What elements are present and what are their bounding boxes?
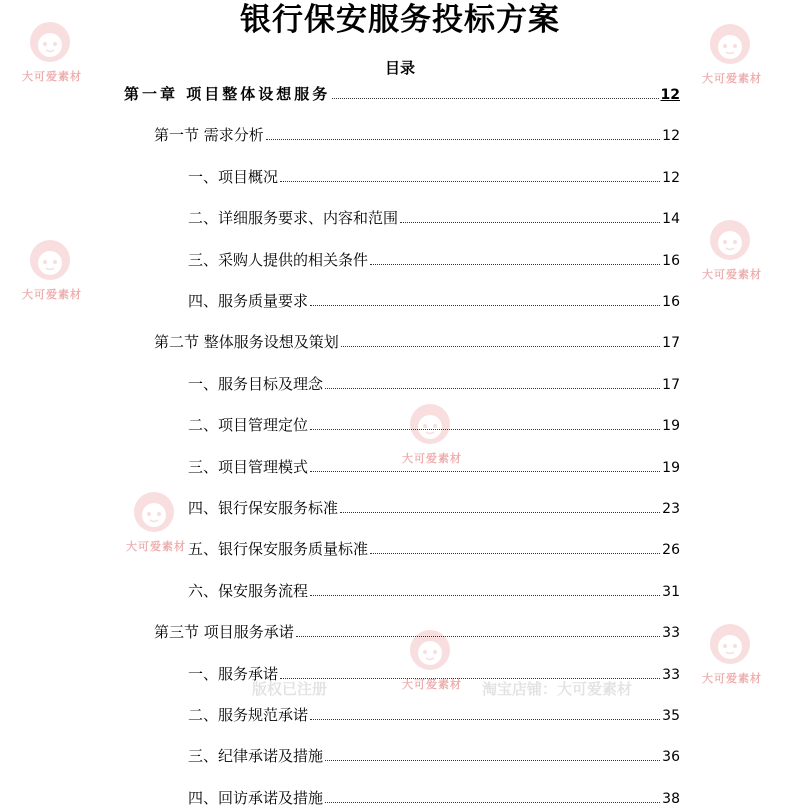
toc-subsection-entry — [188, 581, 680, 602]
toc-page-number: 33 — [662, 625, 680, 642]
toc-entry-title: 三、采购人提供的相关条件 — [188, 250, 369, 269]
toc-dot-leader — [325, 374, 660, 389]
toc-dot-leader — [280, 167, 660, 182]
toc-entry-title: 五、银行保安服务质量标准 — [188, 540, 369, 559]
toc-dot-leader — [341, 332, 660, 347]
toc-entry-title: 二、服务规范承诺 — [188, 706, 309, 724]
toc-page-number: 12 — [660, 87, 680, 103]
toc-entry-title: 三、纪律承诺及措施 — [188, 747, 324, 766]
toc-dot-leader — [280, 664, 660, 679]
toc-subsection-entry — [188, 788, 680, 809]
toc-dot-leader — [332, 84, 658, 99]
toc-dot-leader — [266, 125, 660, 140]
toc-subsection-entry — [188, 374, 680, 395]
toc-dot-leader — [310, 581, 660, 596]
toc-page-number: 26 — [662, 542, 680, 559]
toc-entry-title: 第一节 需求分析 — [154, 126, 264, 145]
toc-dot-leader — [400, 208, 660, 223]
toc-page-number: 31 — [662, 583, 680, 600]
toc-subsection-entry — [188, 208, 680, 229]
toc-entry-title: 三、项目管理模式 — [188, 457, 309, 476]
toc-entry-title: 第三节 项目服务承诺 — [154, 623, 294, 642]
toc-dot-leader — [370, 250, 660, 265]
toc-entry-title: 二、项目管理定位 — [188, 416, 309, 435]
watermark-brand-text: 大可爱素材 — [22, 70, 82, 83]
toc-page-number: 19 — [662, 418, 680, 435]
toc-dot-leader — [310, 291, 660, 306]
toc-section-entry — [154, 622, 680, 643]
toc-dot-leader — [325, 746, 660, 761]
toc-subsection-entry — [188, 291, 680, 312]
toc-entry-title: 一、服务目标及理念 — [188, 374, 324, 393]
toc-page-number: 12 — [662, 128, 680, 145]
toc-subsection-entry — [188, 498, 680, 519]
watermark-brand-text: 大可爱素材 — [702, 72, 762, 85]
toc-entry-title: 四、银行保安服务标准 — [188, 499, 339, 517]
toc-subsection-entry — [188, 746, 680, 767]
watermark-copyright-text: 版权已注册 — [252, 680, 328, 698]
toc-dot-leader — [296, 622, 660, 637]
toc-page-number: 17 — [662, 335, 680, 352]
toc-section-entry — [154, 332, 680, 353]
toc-entry-title: 六、保安服务流程 — [188, 581, 309, 600]
toc-page-number: 16 — [662, 252, 680, 269]
toc-subsection-entry — [188, 664, 680, 685]
toc-entry-title: 四、服务质量要求 — [188, 292, 309, 310]
toc-subsection-entry — [188, 415, 680, 436]
document-title: 银行保安服务投标方案 — [240, 2, 560, 38]
toc-page-number: 23 — [662, 501, 680, 517]
toc-entry-title: 一、服务承诺 — [188, 664, 279, 683]
watermark-brand-text: 大可爱素材 — [702, 268, 762, 281]
watermark-brand-text: 大可爱素材 — [702, 672, 762, 685]
watermark-brand-text: 大可爱素材 — [402, 452, 462, 465]
toc-section-entry — [154, 125, 680, 146]
toc-dot-leader — [310, 457, 660, 472]
toc-dot-leader — [370, 539, 660, 554]
toc-entry-title: 二、详细服务要求、内容和范围 — [188, 209, 399, 228]
toc-entry-title: 一、项目概况 — [188, 167, 279, 186]
watermark-brand-text: 大可爱素材 — [126, 540, 186, 553]
toc-subsection-entry — [188, 539, 680, 560]
toc-subsection-entry — [188, 457, 680, 478]
toc-entry-title: 第一章 项目整体设想服务 — [124, 85, 331, 103]
toc-dot-leader — [340, 498, 660, 513]
toc-page-number: 35 — [662, 708, 680, 724]
toc-entry-title: 四、回访承诺及措施 — [188, 788, 324, 807]
toc-dot-leader — [325, 788, 660, 803]
toc-page-number: 12 — [662, 169, 680, 186]
toc-subsection-entry — [188, 250, 680, 271]
toc-page-number: 36 — [662, 749, 680, 766]
toc-dot-leader — [310, 415, 660, 430]
toc-subsection-entry — [188, 705, 680, 726]
toc-dot-leader — [310, 705, 660, 720]
toc-page-number: 19 — [662, 459, 680, 476]
toc-heading: 目录 — [384, 59, 415, 77]
watermark-brand-text: 大可爱素材 — [402, 678, 462, 691]
toc-page-number: 38 — [662, 790, 680, 807]
toc-page-number: 33 — [662, 666, 680, 683]
toc-page-number: 14 — [662, 211, 680, 228]
watermark-shop-text: 淘宝店铺：大可爱素材 — [482, 680, 633, 698]
toc-subsection-entry — [188, 167, 680, 188]
toc-page-number: 17 — [662, 376, 680, 393]
watermark-brand-text: 大可爱素材 — [22, 288, 82, 301]
toc-page-number: 16 — [662, 294, 680, 310]
toc-entry-title: 第二节 整体服务设想及策划 — [154, 333, 339, 352]
toc-chapter-entry — [124, 84, 680, 105]
